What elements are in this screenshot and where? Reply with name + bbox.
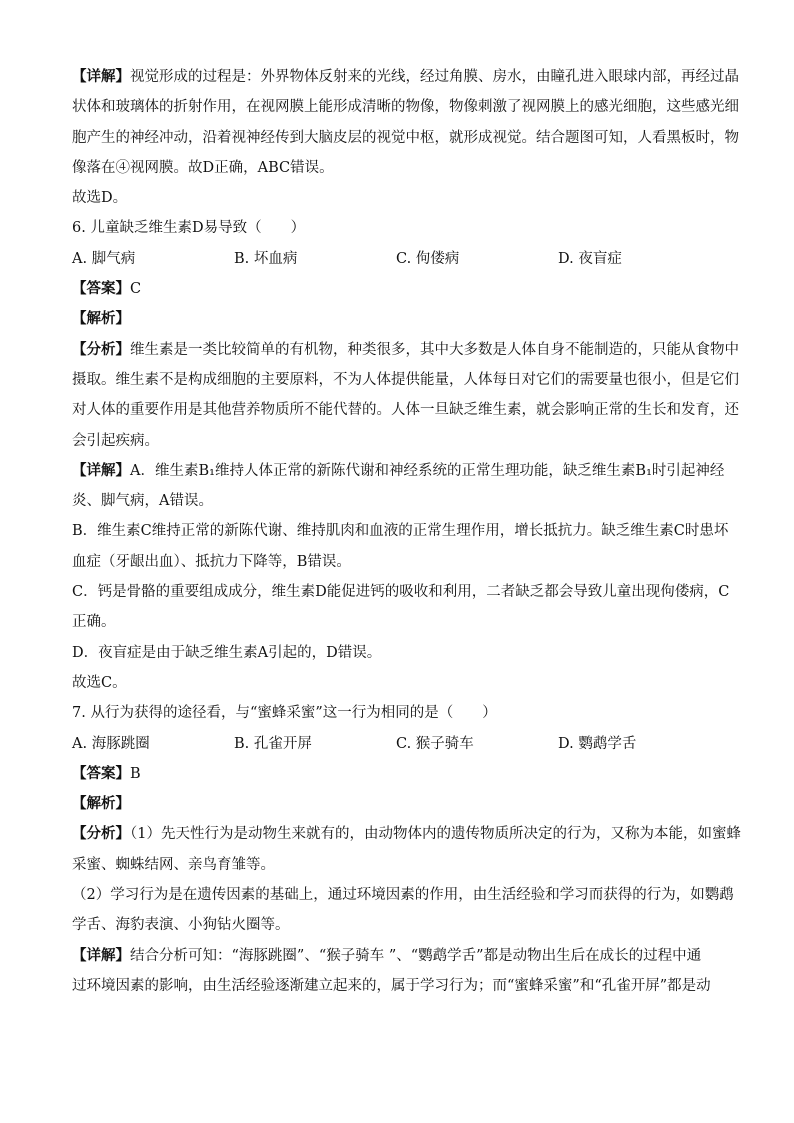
text-line [72, 941, 722, 971]
line-text: 血症（牙龈出血）、抵抗力下降等，B错误。 [72, 553, 351, 570]
line-text: 对人体的重要作用是其他营养物质所不能代替的。人体一旦缺乏维生素，就会影响正常的生长和发育，还 [72, 402, 739, 419]
line-text: 结合分析可知：“海豚跳圈”、“猴子骑车 ”、“鹦鹉学舌”都是动物出生后在成长的过程中通 [130, 947, 702, 964]
line-text: （1）先天性行为是动物生来就有的，由动物体内的遗传物质所决定的行为，又称为本能，如蜜蜂 [130, 826, 741, 843]
line-text: 像落在④视网膜。故D正确，ABC错误。 [72, 159, 334, 176]
line-text: 正确。 [72, 614, 116, 631]
text-line [72, 153, 722, 183]
text-line [72, 516, 729, 546]
line-text: 胞产生的神经冲动，沿着视神经传到大脑皮层的视觉中枢，就形成视觉。结合题图可知，人看黑板时，物 [72, 129, 739, 146]
line-text: 故选D。 [72, 190, 128, 207]
answer-option: C. 猴子骑车 [396, 735, 474, 752]
text-line [72, 274, 722, 304]
line-text: 7. 从行为获得的途径看，与“蜜蜂采蜜”这一行为相同的是（ ） [72, 705, 497, 722]
line-text: 学舌、海豹表演、小狗钻火圈等。 [72, 917, 290, 934]
answer-option: A. 脚气病 [72, 250, 136, 267]
section-tag: 【答案】 [72, 280, 130, 298]
section-tag: 【详解】 [72, 68, 130, 85]
line-text: B [130, 765, 141, 782]
text-line [72, 213, 722, 243]
line-text: D．夜盲症是由于缺乏维生素A引起的，D错误。 [72, 644, 382, 661]
text-line [72, 395, 739, 425]
text-line [72, 759, 722, 789]
answer-options [72, 244, 722, 274]
section-tag: 【答案】 [72, 764, 130, 782]
text-line [72, 486, 722, 516]
answer-option: A. 海豚跳圈 [72, 735, 150, 752]
section-tag: 【解析】 [72, 795, 130, 813]
text-line [72, 304, 722, 334]
line-text: 6. 儿童缺乏维生素D易导致（ ） [72, 220, 306, 237]
answer-option: B. 坏血病 [234, 250, 298, 267]
line-text: C．钙是骨骼的重要组成成分，维生素D能促进钙的吸收和利用，二者缺乏都会导致儿童出现佝偻病，C [72, 584, 730, 601]
text-line [72, 638, 722, 668]
answer-option: D. 鹦鹉学舌 [558, 735, 637, 752]
section-tag: 【详解】 [72, 946, 130, 964]
section-tag: 【分析】 [72, 340, 130, 358]
text-line [72, 850, 722, 880]
answer-option: B. 孔雀开屏 [234, 735, 312, 752]
text-line [72, 880, 734, 910]
text-line [72, 426, 722, 456]
line-text: 视觉形成的过程是：外界物体反射来的光线，经过角膜、房水，由瞳孔进入眼球内部，再经过晶 [130, 69, 739, 85]
text-line [72, 607, 722, 637]
document-content [72, 62, 741, 1001]
text-line [72, 971, 722, 1001]
line-text: 过环境因素的影响，由生活经验逐渐建立起来的，属于学习行为；而“蜜蜂采蜜”和“孔雀开屏”都是动 [72, 977, 711, 994]
text-line [72, 456, 725, 486]
text-line [72, 335, 739, 365]
line-text: B．维生素C维持正常的新陈代谢、维持肌肉和血液的正常生理作用，增长抵抗力。缺乏维生素C时患坏 [72, 523, 729, 540]
text-line [72, 92, 739, 122]
line-text: 摄取。维生素不是构成细胞的主要原料，不为人体提供能量，人体每日对它们的需要量也很小，但是它们 [72, 371, 739, 388]
line-text: 采蜜、蜘蛛结网、亲鸟育雏等。 [72, 856, 275, 873]
section-tag: 【解析】 [72, 310, 130, 328]
text-line [72, 547, 722, 577]
text-line [72, 183, 722, 213]
line-text: 维生素是一类比较简单的有机物，种类很多，其中大多数是人体自身不能制造的，只能从食物中 [130, 341, 739, 358]
line-text: A．维生素B₁维持人体正常的新陈代谢和神经系统的正常生理功能，缺乏维生素B₁时引起神经 [130, 462, 725, 479]
answer-option: D. 夜盲症 [558, 250, 622, 267]
text-line [72, 123, 739, 153]
line-text: 状体和玻璃体的折射作用，在视网膜上能形成清晰的物像，物像刺激了视网膜上的感光细胞，这些感光细 [72, 99, 739, 116]
line-text: 会引起疾病。 [72, 432, 159, 449]
text-line [72, 365, 739, 395]
section-tag: 【分析】 [72, 825, 130, 843]
text-line [72, 910, 722, 940]
text-line [72, 668, 722, 698]
text-line [72, 577, 730, 607]
text-line [72, 789, 722, 819]
text-line [72, 62, 739, 92]
answer-options [72, 729, 722, 759]
line-text: 炎、脚气病，A错误。 [72, 493, 213, 510]
answer-option: C. 佝偻病 [396, 250, 460, 267]
text-line [72, 819, 741, 849]
line-text: 故选C。 [72, 674, 127, 691]
line-text: （2）学习行为是在遗传因素的基础上，通过环境因素的作用，由生活经验和学习而获得的行为，如鹦鹉 [72, 887, 734, 904]
line-text: C [130, 281, 142, 298]
text-line [72, 698, 722, 728]
section-tag: 【详解】 [72, 461, 130, 479]
